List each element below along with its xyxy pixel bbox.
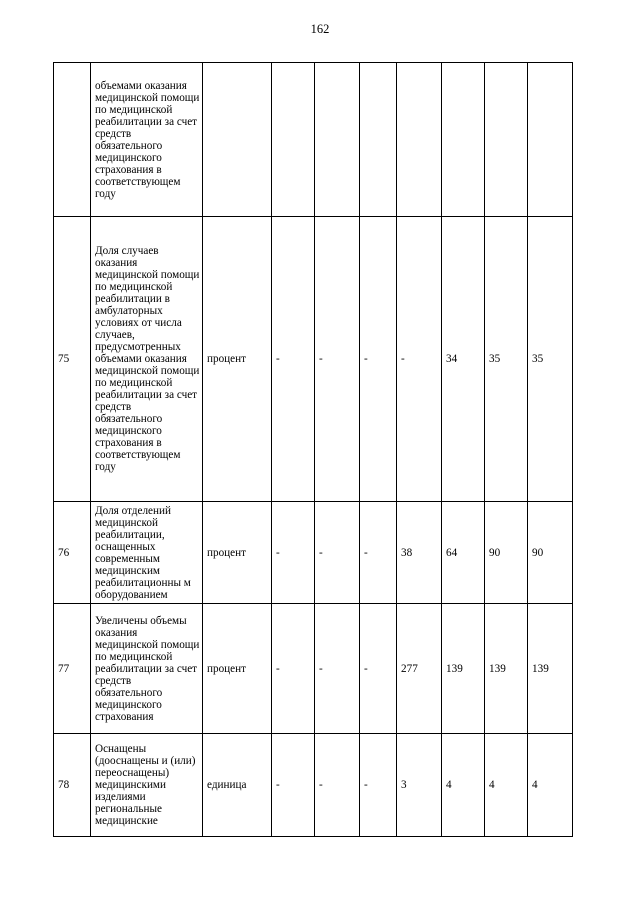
indicator-name: Оснащены (дооснащены и (или) переоснащены) медицинскими изделиями региональные медицинские xyxy=(91,734,203,837)
unit-cell: единица xyxy=(203,734,272,837)
value-cell: - xyxy=(315,502,360,604)
indicator-name: Увеличены объемы оказания медицинской помощи по медицинской реабилитации за счет средств обязательного медицинского страхования xyxy=(91,604,203,734)
value-cell: 4 xyxy=(485,734,528,837)
row-number: 75 xyxy=(54,217,91,502)
value-cell: 90 xyxy=(528,502,573,604)
value-cell: - xyxy=(360,604,397,734)
value-cell xyxy=(485,63,528,217)
unit-cell xyxy=(203,63,272,217)
value-cell: 35 xyxy=(528,217,573,502)
value-cell: - xyxy=(315,217,360,502)
row-number xyxy=(54,63,91,217)
value-cell xyxy=(315,63,360,217)
value-cell xyxy=(397,63,442,217)
value-cell: 139 xyxy=(485,604,528,734)
indicator-name: Доля отделений медицинской реабилитации, оснащенных современным медицинским реабилитационны м оборудованием xyxy=(91,502,203,604)
value-cell xyxy=(528,63,573,217)
page-number: 162 xyxy=(310,22,330,36)
indicator-name: Доля случаев оказания медицинской помощи по медицинской реабилитации в амбулаторных условиях от числа случаев, предусмотренных объемами оказания медицинской помощи по медицинской реабилитации за счет средств обязательного медицинского страхования в соответствующем году xyxy=(91,217,203,502)
value-cell: 38 xyxy=(397,502,442,604)
row-number: 77 xyxy=(54,604,91,734)
row-number: 76 xyxy=(54,502,91,604)
unit-cell: процент xyxy=(203,217,272,502)
value-cell: - xyxy=(272,502,315,604)
table-row xyxy=(54,63,573,217)
table-row xyxy=(54,217,573,502)
value-cell: 4 xyxy=(528,734,573,837)
value-cell: 4 xyxy=(442,734,485,837)
table-row xyxy=(54,502,573,604)
unit-cell: процент xyxy=(203,604,272,734)
value-cell: 64 xyxy=(442,502,485,604)
value-cell: - xyxy=(397,217,442,502)
table-row xyxy=(54,604,573,734)
value-cell: 34 xyxy=(442,217,485,502)
value-cell: 35 xyxy=(485,217,528,502)
row-number: 78 xyxy=(54,734,91,837)
value-cell: - xyxy=(360,734,397,837)
value-cell: - xyxy=(315,604,360,734)
value-cell xyxy=(272,63,315,217)
value-cell: 139 xyxy=(442,604,485,734)
indicator-name: объемами оказания медицинской помощи по медицинской реабилитации за счет средств обязательного медицинского страхования в соответствующем году xyxy=(91,63,203,217)
unit-cell: процент xyxy=(203,502,272,604)
indicators-table xyxy=(53,62,573,837)
value-cell: 3 xyxy=(397,734,442,837)
value-cell xyxy=(360,63,397,217)
value-cell: - xyxy=(272,604,315,734)
value-cell xyxy=(442,63,485,217)
value-cell: - xyxy=(272,217,315,502)
value-cell: - xyxy=(272,734,315,837)
value-cell: 90 xyxy=(485,502,528,604)
table-row xyxy=(54,734,573,837)
value-cell: - xyxy=(360,502,397,604)
value-cell: - xyxy=(360,217,397,502)
value-cell: - xyxy=(315,734,360,837)
value-cell: 139 xyxy=(528,604,573,734)
value-cell: 277 xyxy=(397,604,442,734)
